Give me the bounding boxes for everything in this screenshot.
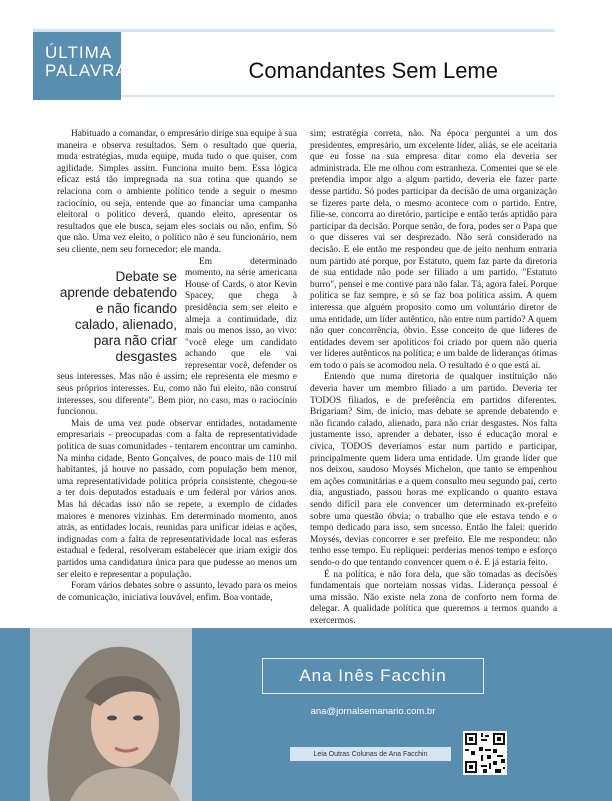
author-portrait-icon [30, 628, 192, 801]
section-label-line1: ÚLTIMA [45, 43, 113, 62]
paragraph [57, 257, 297, 419]
title-rule [121, 95, 555, 97]
section-label [33, 32, 128, 100]
article-title: Comandantes Sem Leme [248, 58, 498, 83]
author-name: Ana Inês Facchin [262, 658, 484, 694]
pull-quote: Debate se aprende debatendo e não ficando calado, alienado, para não criar desgastes [59, 268, 177, 364]
paragraph-text: Em determinado momento, na série americana House of Cards, o ator Kevin Spacey, que chega à presidência sem ser eleito e almeja a continuidade, diz mais ou menos isso, ao vivo: "você elege um candidato achando que ele vai representar você, defender os seus interesses. Mas não é assim; ele representa ele mesmo e seus próprios interesses. Eu, como não fui eleito, não construí interesses, sou diferente". Bem pior, no caso, mas o raciocínio funcionou. [57, 256, 297, 418]
paragraph: Foram vários debates sobre o assunto, levado para os meios de comunicação, iniciativa louvável, enfim. Boa vontade, [57, 581, 297, 603]
paragraph: sim; estratégia correta, não. Na época perguntei a um dos presidentes, empresário, um excelente líder, aliás, se ele aceitaria que eu fosse na sua empresa ditar como ela deveria ser administrada. Ele me olhou com estranheza. Comentei que se ele pretendia impor algo a algum partido, deveria ele fazer parte desse partido. Só podes participar da decisão de uma organização se fizeres parte dela, o mesmo acontece com o partido. Entre, filie-se, concorra ao diretório, participe e então terás aptidão para participar da decisão. Porque senão, de fora, podes ser o Papa que o que disseres vai ser desprezado. Não será considerado na decisão. E ele então me respondeu que de jeito nenhum entraria num partido até porque, por Estatuto, quem faz parte da diretoria de sua entidade não pode ser filiado a um partido. "Estatuto burro", pensei e me contive para não falar. Tá, agora falei. Porque política se faz sempre, e só se faz boa política assim. A quem interessa que alguém proposito como um voluntário diretor de uma entidade, um líder autêntico, não entre num partido? A quem não quer concorrência, óbvio. Esse conceito de que líderes de entidades devem ser apolíticos foi criado por quem não queria ver líderes autênticos na política; e um balde de lideranças ótimas em todo o país se acomodou nela. O resultado é o que está aí. [310, 129, 557, 371]
article-column-left [57, 129, 297, 604]
section-label-line2: PALAVRA [45, 61, 128, 80]
paragraph: Habituado a comandar, o empresário dirige sua equipe à sua maneira e observa resultados. Sem o resultado que queria, muda estratégias, muda equipe, muda tudo o que quiser, com agilidade. Simples assim. Funciona muito bem. Essa lógica eficaz está tão impregnada na sua rotina que quando se relaciona com o ambiente político tende a seguir o mesmo raciocínio, ou seja, entende que ao financiar uma campanha eleitoral o político deverá, quando eleito, apresentar os resultados que ele busca, sejam eles sociais ou não, enfim. Só que não. Uma vez eleito, o político não é seu funcionário, nem seu cliente, nem seu fornecedor; ele manda. [57, 129, 297, 255]
article-column-right [310, 129, 557, 628]
paragraph: Mais de uma vez pude observar entidades, notadamente empresariais - preocupadas com a falta de representatividade política de suas comunidades - tentarem encontrar um caminho. Na minha cidade, Bento Gonçalves, de pouco mais de 110 mil habitantes, já houve no passado, com população bem menor, uma representatividade política própria consistente, chegou-se a ter dois deputados estaduais e um federal por vários anos. Mas há décadas isso não se repete, a exemplo de cidades maiores e menores vizinhas. Em determinado momento, anos atrás, as entidades locais, reunidas para unificar ideias e ações, indignadas com a falta de representatividade local nas esferas estadual e federal, resolveram estabelecer que iriam exigir dos partidos uma candidatura única para que pudesse ao menos um ser eleito e representar a população. [57, 418, 297, 580]
paragraph: É na política, e não fora dela, que são tomadas as decisões fundamentais que norteiam nossas vidas. Liderança pessoal é uma missão. Não existe nela zona de conforto nem forma de delegar. A qualidade política que queremos a termos quando a exercermos. [310, 569, 557, 626]
author-email[interactable]: ana@jornalsemanario.com.br [310, 706, 436, 717]
paragraph: Entendo que numa diretoria de qualquer instituição não deveria haver um membro filiado a um partido. Deveria ter TODOS filiados, e de preferência em partidos diferentes. Brigariam? Sim, de início, mas debate se aprende debatendo e não ficando calado, alienado, para não criar desgastes. Nos falta justamente isso, aprender a debater, isso é educação moral e cívica, TODOS deveríamos estar num partido e participar, principalmente quem lidera uma entidade. Um grande líder que nos deixou, saudoso Moysés Michelon, que tanto se empenhou em ações comunitárias e a quem consulto meu segundo pai, certo dia, angustiado, passou horas me explicando o quanto estava sendo difícil para ele convencer um determinado ex-prefeito sobre uma questão óbvia; o trabalho que ele estava tendo e o tempo dedicado para isso, sem sucesso. Então lhe falei: querido Moysés, devias concorrer e ser prefeito. Ele me respondeu: não tenho esse tempo. Eu repliquei: perderias menos tempo e esforço sendo-o do que tentando convencer quem o é. E já estaria feito. [310, 372, 557, 568]
more-columns-link[interactable]: Leia Outras Colunas de Ana Facchin [290, 747, 451, 761]
qr-code-icon[interactable] [463, 731, 507, 775]
